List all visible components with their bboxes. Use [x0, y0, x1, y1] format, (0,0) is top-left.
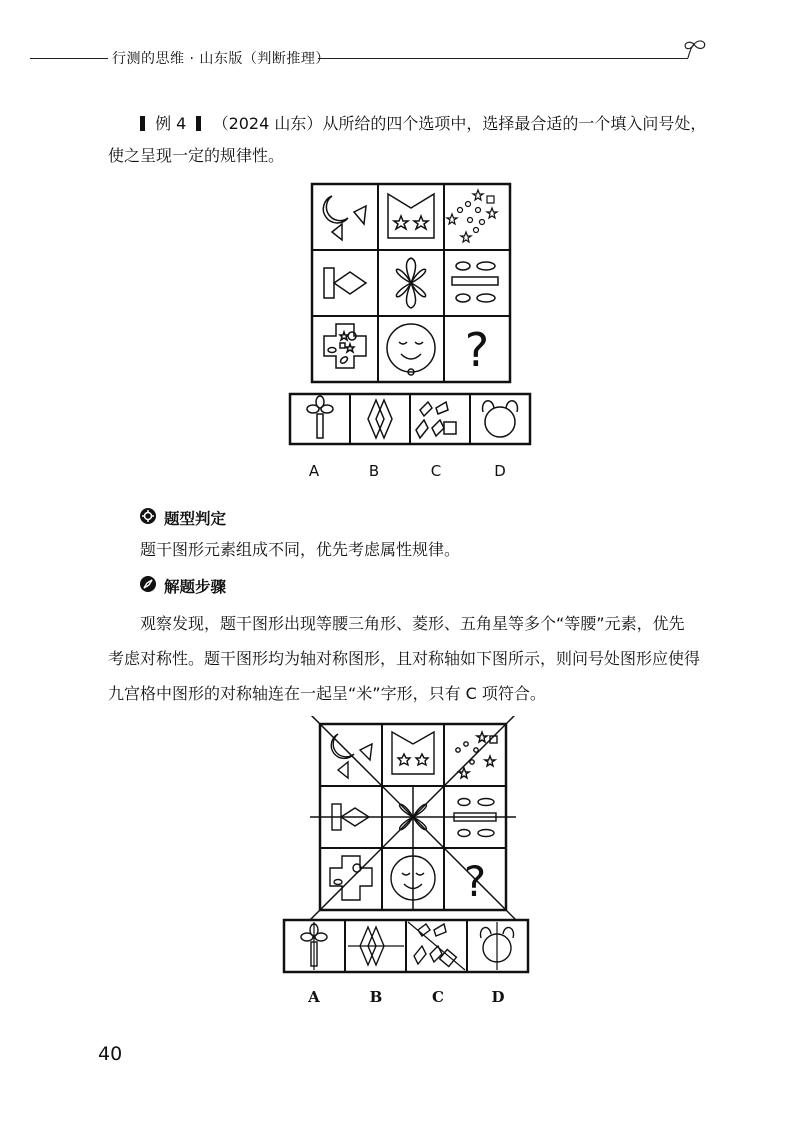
header-rule-right	[318, 58, 688, 59]
scattered-stars-figure	[447, 190, 497, 242]
running-header-title: 行测的思维 · 山东版（判断推理）	[112, 51, 330, 67]
answer-option-label-c: C	[432, 988, 444, 1006]
moon-triangles-figure	[323, 196, 366, 240]
small-star	[477, 732, 487, 742]
page-number: 40	[98, 1043, 123, 1065]
option-label-c: C	[430, 462, 442, 480]
header-rule-left	[30, 58, 108, 59]
steps-heading: 解题步骤	[164, 578, 227, 596]
ellipses-bar-figure	[452, 262, 498, 302]
answer-question-mark: ?	[463, 857, 487, 906]
question-line-2: 使之呈现一定的规律性。	[108, 146, 285, 165]
diamond-shape	[414, 946, 426, 964]
small-circle	[456, 748, 460, 752]
steps-line-2: 考虑对称性。题干图形均为轴对称图形，且对称轴如下图所示，则问号处图形应使得	[108, 649, 701, 668]
ellipse-shape	[458, 830, 470, 837]
example-source: （2024 山东）	[212, 114, 323, 133]
ellipse-shape	[458, 799, 470, 806]
question-line-1: 从所给的四个选项中，选择最合适的一个填入问号处，	[322, 114, 707, 133]
option-d-figure	[483, 401, 518, 437]
answer-option-label-b: B	[369, 988, 383, 1006]
small-circle	[474, 748, 478, 752]
compass-icon	[140, 576, 156, 592]
option-a-figure	[307, 396, 333, 438]
petal-shape	[301, 933, 313, 941]
answer-option-label-d: D	[491, 988, 505, 1006]
triangle-shape	[360, 744, 372, 760]
example-tag: 例 4	[155, 114, 187, 133]
eye-arc	[416, 873, 424, 875]
steps-line-3: 九宫格中图形的对称轴连在一起呈“米”字形，只有 C 项符合。	[108, 684, 546, 703]
petal-shape	[315, 933, 327, 941]
ellipse-shape	[334, 880, 342, 885]
answer-figure	[276, 716, 546, 984]
example-tag-marker	[140, 116, 145, 131]
ellipse-shape	[478, 830, 494, 837]
star-shape	[398, 754, 410, 765]
example-question	[140, 112, 706, 136]
option-c-figure	[416, 402, 456, 438]
gear-icon	[140, 508, 156, 524]
question-figure	[280, 180, 540, 460]
eye-arc	[402, 873, 410, 875]
small-star	[485, 756, 495, 766]
rect-diamond-figure	[324, 268, 366, 298]
smiley-face-figure	[387, 324, 435, 375]
question-mark: ?	[464, 323, 490, 377]
ellipse-shape	[478, 799, 494, 806]
diamond-shape	[434, 924, 446, 936]
crown-stars-figure	[388, 194, 434, 238]
option-label-d: D	[494, 462, 506, 480]
answer-option-label-a: A	[308, 988, 320, 1006]
butterfly-petals-figure	[396, 258, 425, 308]
small-circle	[464, 742, 468, 746]
type-heading: 题型判定	[164, 510, 227, 528]
star-shape	[416, 754, 428, 765]
example-tag-marker	[196, 116, 201, 131]
square-shape	[440, 950, 457, 967]
small-circle	[470, 760, 474, 764]
type-text: 题干图形元素组成不同，优先考虑属性规律。	[140, 540, 461, 559]
sprout-icon	[680, 38, 710, 64]
diamond-shape	[418, 924, 430, 936]
option-label-a: A	[308, 462, 320, 480]
crown-shape	[392, 732, 434, 774]
triangle-shape	[338, 762, 348, 778]
option-b-figure	[368, 400, 392, 438]
steps-line-1: 观察发现，题干图形出现等腰三角形、菱形、五角星等多个“等腰”元素，优先	[140, 614, 685, 633]
option-label-b: B	[368, 462, 380, 480]
cross-items-figure	[324, 324, 366, 368]
